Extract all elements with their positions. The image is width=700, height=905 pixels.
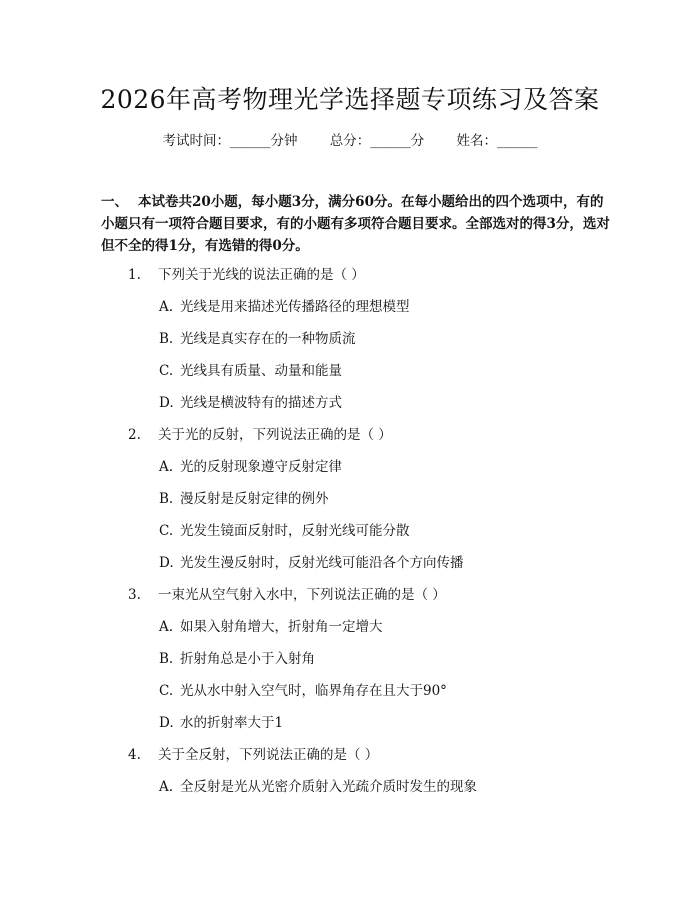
option-letter: C. <box>159 363 174 379</box>
question-stem <box>0 419 700 451</box>
option-letter: A. <box>159 459 174 475</box>
option-a <box>0 291 700 323</box>
question-stem <box>0 739 700 771</box>
section-instruction-text: 本试卷共20小题，每小题3分，满分60分。在每小题给出的四个选项中，有的小题只有一项符合题目要求，有的小题有多项符合题目要求。全部选对的得3分，选对但不全的得1分，有选错的得0分。 <box>101 194 610 254</box>
question-number: 3. <box>128 587 141 603</box>
option-letter: B. <box>159 651 174 667</box>
section-instruction <box>101 191 611 257</box>
option-text: 光的反射现象遵守反射定律 <box>180 459 342 475</box>
question-stem <box>0 259 700 291</box>
question-text: 关于全反射，下列说法正确的是（ ） <box>158 747 379 763</box>
option-a <box>0 611 700 643</box>
section-number: 一、 <box>101 194 128 210</box>
question-1 <box>0 259 700 419</box>
question-number: 2. <box>128 427 141 443</box>
option-text: 漫反射是反射定律的例外 <box>180 491 329 507</box>
exam-info <box>0 131 700 151</box>
option-d <box>0 387 700 419</box>
question-text: 关于光的反射，下列说法正确的是（ ） <box>158 427 392 443</box>
option-a <box>0 771 700 803</box>
option-letter: D. <box>159 395 174 411</box>
option-letter: C. <box>159 683 174 699</box>
question-number: 4. <box>128 747 141 763</box>
option-c <box>0 515 700 547</box>
option-b <box>0 643 700 675</box>
option-text: 光线是横波特有的描述方式 <box>180 395 342 411</box>
option-text: 全反射是光从光密介质射入光疏介质时发生的现象 <box>180 779 477 795</box>
option-letter: D. <box>159 715 174 731</box>
option-text: 光线是用来描述光传播路径的理想模型 <box>180 299 410 315</box>
option-c <box>0 355 700 387</box>
option-letter: B. <box>159 331 174 347</box>
option-d <box>0 707 700 739</box>
option-text: 折射角总是小于入射角 <box>180 651 315 667</box>
option-text: 光发生镜面反射时，反射光线可能分散 <box>180 523 410 539</box>
option-letter: D. <box>159 555 174 571</box>
option-b <box>0 483 700 515</box>
option-letter: A. <box>159 619 174 635</box>
option-b <box>0 323 700 355</box>
option-text: 光发生漫反射时，反射光线可能沿各个方向传播 <box>180 555 464 571</box>
question-list <box>0 259 700 803</box>
option-letter: C. <box>159 523 174 539</box>
total-score-field: 总分：______分 <box>329 133 425 149</box>
student-name-field: 姓名：______ <box>456 133 538 149</box>
option-text: 如果入射角增大，折射角一定增大 <box>180 619 383 635</box>
question-3 <box>0 579 700 739</box>
question-text: 下列关于光线的说法正确的是（ ） <box>158 267 365 283</box>
option-text: 光从水中射入空气时，临界角存在且大于90° <box>180 683 447 699</box>
option-letter: A. <box>159 779 174 795</box>
exam-time-field: 考试时间：______分钟 <box>162 133 298 149</box>
option-letter: B. <box>159 491 174 507</box>
option-d <box>0 547 700 579</box>
question-number: 1. <box>128 267 141 283</box>
option-text: 光线是真实存在的一种物质流 <box>180 331 356 347</box>
question-2 <box>0 419 700 579</box>
option-letter: A. <box>159 299 174 315</box>
option-c <box>0 675 700 707</box>
option-text: 水的折射率大于1 <box>180 715 284 731</box>
page-title: 2026年高考物理光学选择题专项练习及答案 <box>100 85 600 114</box>
option-text: 光线具有质量、动量和能量 <box>180 363 342 379</box>
question-text: 一束光从空气射入水中，下列说法正确的是（ ） <box>158 587 446 603</box>
question-4 <box>0 739 700 803</box>
question-stem <box>0 579 700 611</box>
option-a <box>0 451 700 483</box>
